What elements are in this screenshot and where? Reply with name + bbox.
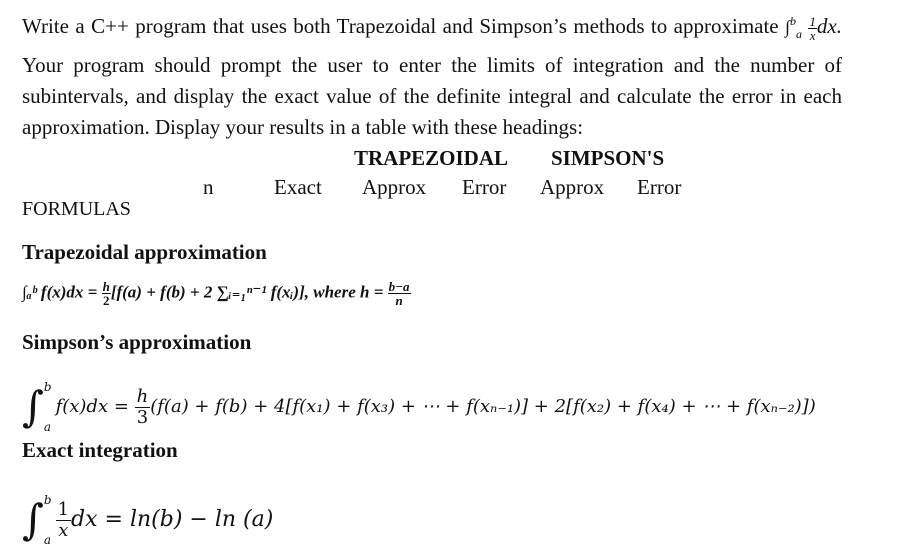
exact-rhs: dx = ln(b) − ln (a) (71, 507, 274, 532)
table-headings (0, 142, 915, 202)
intro-line-1: Write a C++ program that uses both Trapezoidal and Simpson’s methods to approximate (22, 14, 779, 38)
heading-n: n (203, 175, 214, 199)
simpson-heading: Simpson’s approximation (22, 330, 252, 354)
simpson-limits (44, 367, 52, 447)
inline-fraction (808, 15, 817, 42)
simpson-formula (22, 367, 816, 447)
inline-integral-dx: dx. (816, 14, 842, 38)
trap-hd-den: n (395, 293, 403, 308)
heading-trap-error: Error (462, 175, 507, 199)
simpson-rhs: (f(a) + f(b) + 4[f(x₁) + f(x₃) + ⋯ + f(xₙ₋₁)] + 2[f(x₂) + f(x₄) + ⋯ + f(xₙ₋₂)]) (150, 396, 816, 417)
inline-integral: ∫$^b_a$ $\frac{1}{x}$ dx. (785, 13, 842, 43)
trapezoidal-formula (22, 280, 411, 307)
heading-simp-error: Error (637, 175, 682, 199)
simpson-integral-sign: ∫ (22, 382, 44, 431)
inline-fraction-den: x (809, 27, 816, 43)
exact-frac-num: 1 (57, 498, 70, 520)
trapezoidal-heading: Trapezoidal approximation (22, 240, 267, 264)
trap-h-def-fraction (388, 280, 411, 307)
exact-heading: Exact integration (22, 438, 178, 462)
simpson-frac-den: 3 (136, 406, 149, 428)
problem-statement (22, 6, 842, 143)
trap-body: [f(a) + f(b) + 2 ∑ᵢ₌₁ⁿ⁻¹ f(xᵢ)], where (110, 282, 356, 302)
exact-integral-sign: ∫ (22, 495, 44, 544)
heading-simp-approx: Approx (540, 175, 605, 199)
inline-integral-upper: b (790, 14, 796, 28)
heading-trap-approx: Approx (362, 175, 427, 199)
trap-h-num: h (102, 279, 110, 294)
heading-simpson-group: SIMPSON'S (551, 146, 665, 170)
simpson-upper: b (43, 380, 52, 394)
exact-frac-den: x (58, 519, 69, 541)
exact-lower: a (43, 533, 52, 547)
intro-rest: Your program should prompt the user to enter the limits of integration and the number of subintervals, and display the exact value of the definite integral and calculate the error in each approximation. Display your results in a table with these headings: (22, 53, 842, 140)
exact-upper: b (43, 493, 52, 507)
trap-h-den: 2 (102, 293, 110, 308)
simpson-frac-num: h (136, 385, 149, 407)
heading-exact: Exact (274, 175, 322, 199)
simpson-lhs: f(x)dx = (55, 396, 129, 417)
trap-lhs: ∫ₐᵇ f(x)dx = (22, 282, 98, 302)
exact-fraction (56, 500, 71, 541)
simpson-fraction (135, 387, 151, 428)
heading-trapezoidal-group: TRAPEZOIDAL (354, 146, 509, 170)
inline-fraction-num: 1 (809, 13, 816, 29)
simpson-lower: a (43, 420, 52, 434)
formulas-label: FORMULAS (22, 198, 131, 220)
trap-h-fraction (102, 280, 111, 307)
trap-hd-num: b−a (388, 279, 410, 294)
trap-h-label: h = (359, 282, 384, 302)
exact-formula (22, 480, 273, 560)
exact-limits (44, 480, 52, 560)
inline-integral-lower: a (796, 27, 802, 42)
